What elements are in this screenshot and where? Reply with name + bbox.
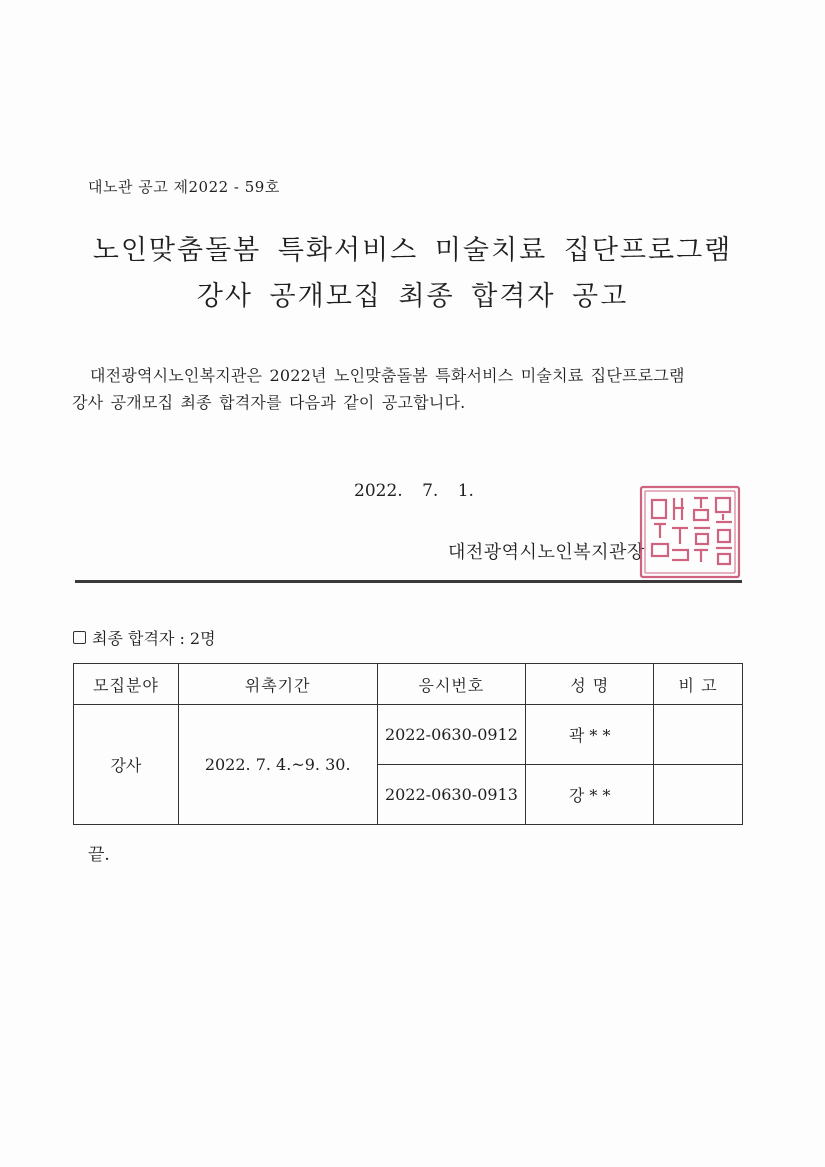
end-mark: 끝. (88, 845, 110, 865)
column-header-field: 모집분야 (74, 664, 179, 705)
checkbox-square-icon (73, 631, 86, 644)
cell-field: 강사 (74, 705, 179, 825)
cell-number: 2022-0630-0912 (377, 705, 526, 765)
table-row (74, 705, 743, 765)
section-heading-text: 최종 합격자 : 2명 (92, 629, 216, 648)
cell-period: 2022. 7. 4.~9. 30. (178, 705, 377, 825)
cell-name: 강 * * (526, 765, 654, 825)
cell-note (654, 765, 743, 825)
cell-number: 2022-0630-0913 (377, 765, 526, 825)
issuer-name: 대전광역시노인복지관장 (448, 542, 645, 563)
cell-name: 곽 * * (526, 705, 654, 765)
column-header-period: 위촉기간 (178, 664, 377, 705)
title-line-2: 강사 공개모집 최종 합격자 공고 (196, 281, 629, 312)
results-table (73, 663, 743, 825)
header-divider (75, 580, 742, 583)
column-header-number: 응시번호 (377, 664, 526, 705)
section-heading (73, 626, 216, 649)
table-header-row (74, 664, 743, 705)
column-header-note: 비 고 (654, 664, 743, 705)
column-header-name: 성 명 (526, 664, 654, 705)
announcement-date: 2022. 7. 1. (354, 481, 474, 501)
title-line-1: 노인맞춤돌봄 특화서비스 미술치료 집단프로그램 (92, 235, 733, 266)
document-number: 대노관 공고 제2022 - 59호 (88, 178, 280, 196)
official-seal-icon (638, 484, 742, 580)
body-line-2: 강사 공개모집 최종 합격자를 다음과 같이 공고합니다. (72, 393, 466, 412)
cell-note (654, 705, 743, 765)
body-line-1: 대전광역시노인복지관은 2022년 노인맞춤돌봄 특화서비스 미술치료 집단프로그램 (90, 366, 685, 385)
